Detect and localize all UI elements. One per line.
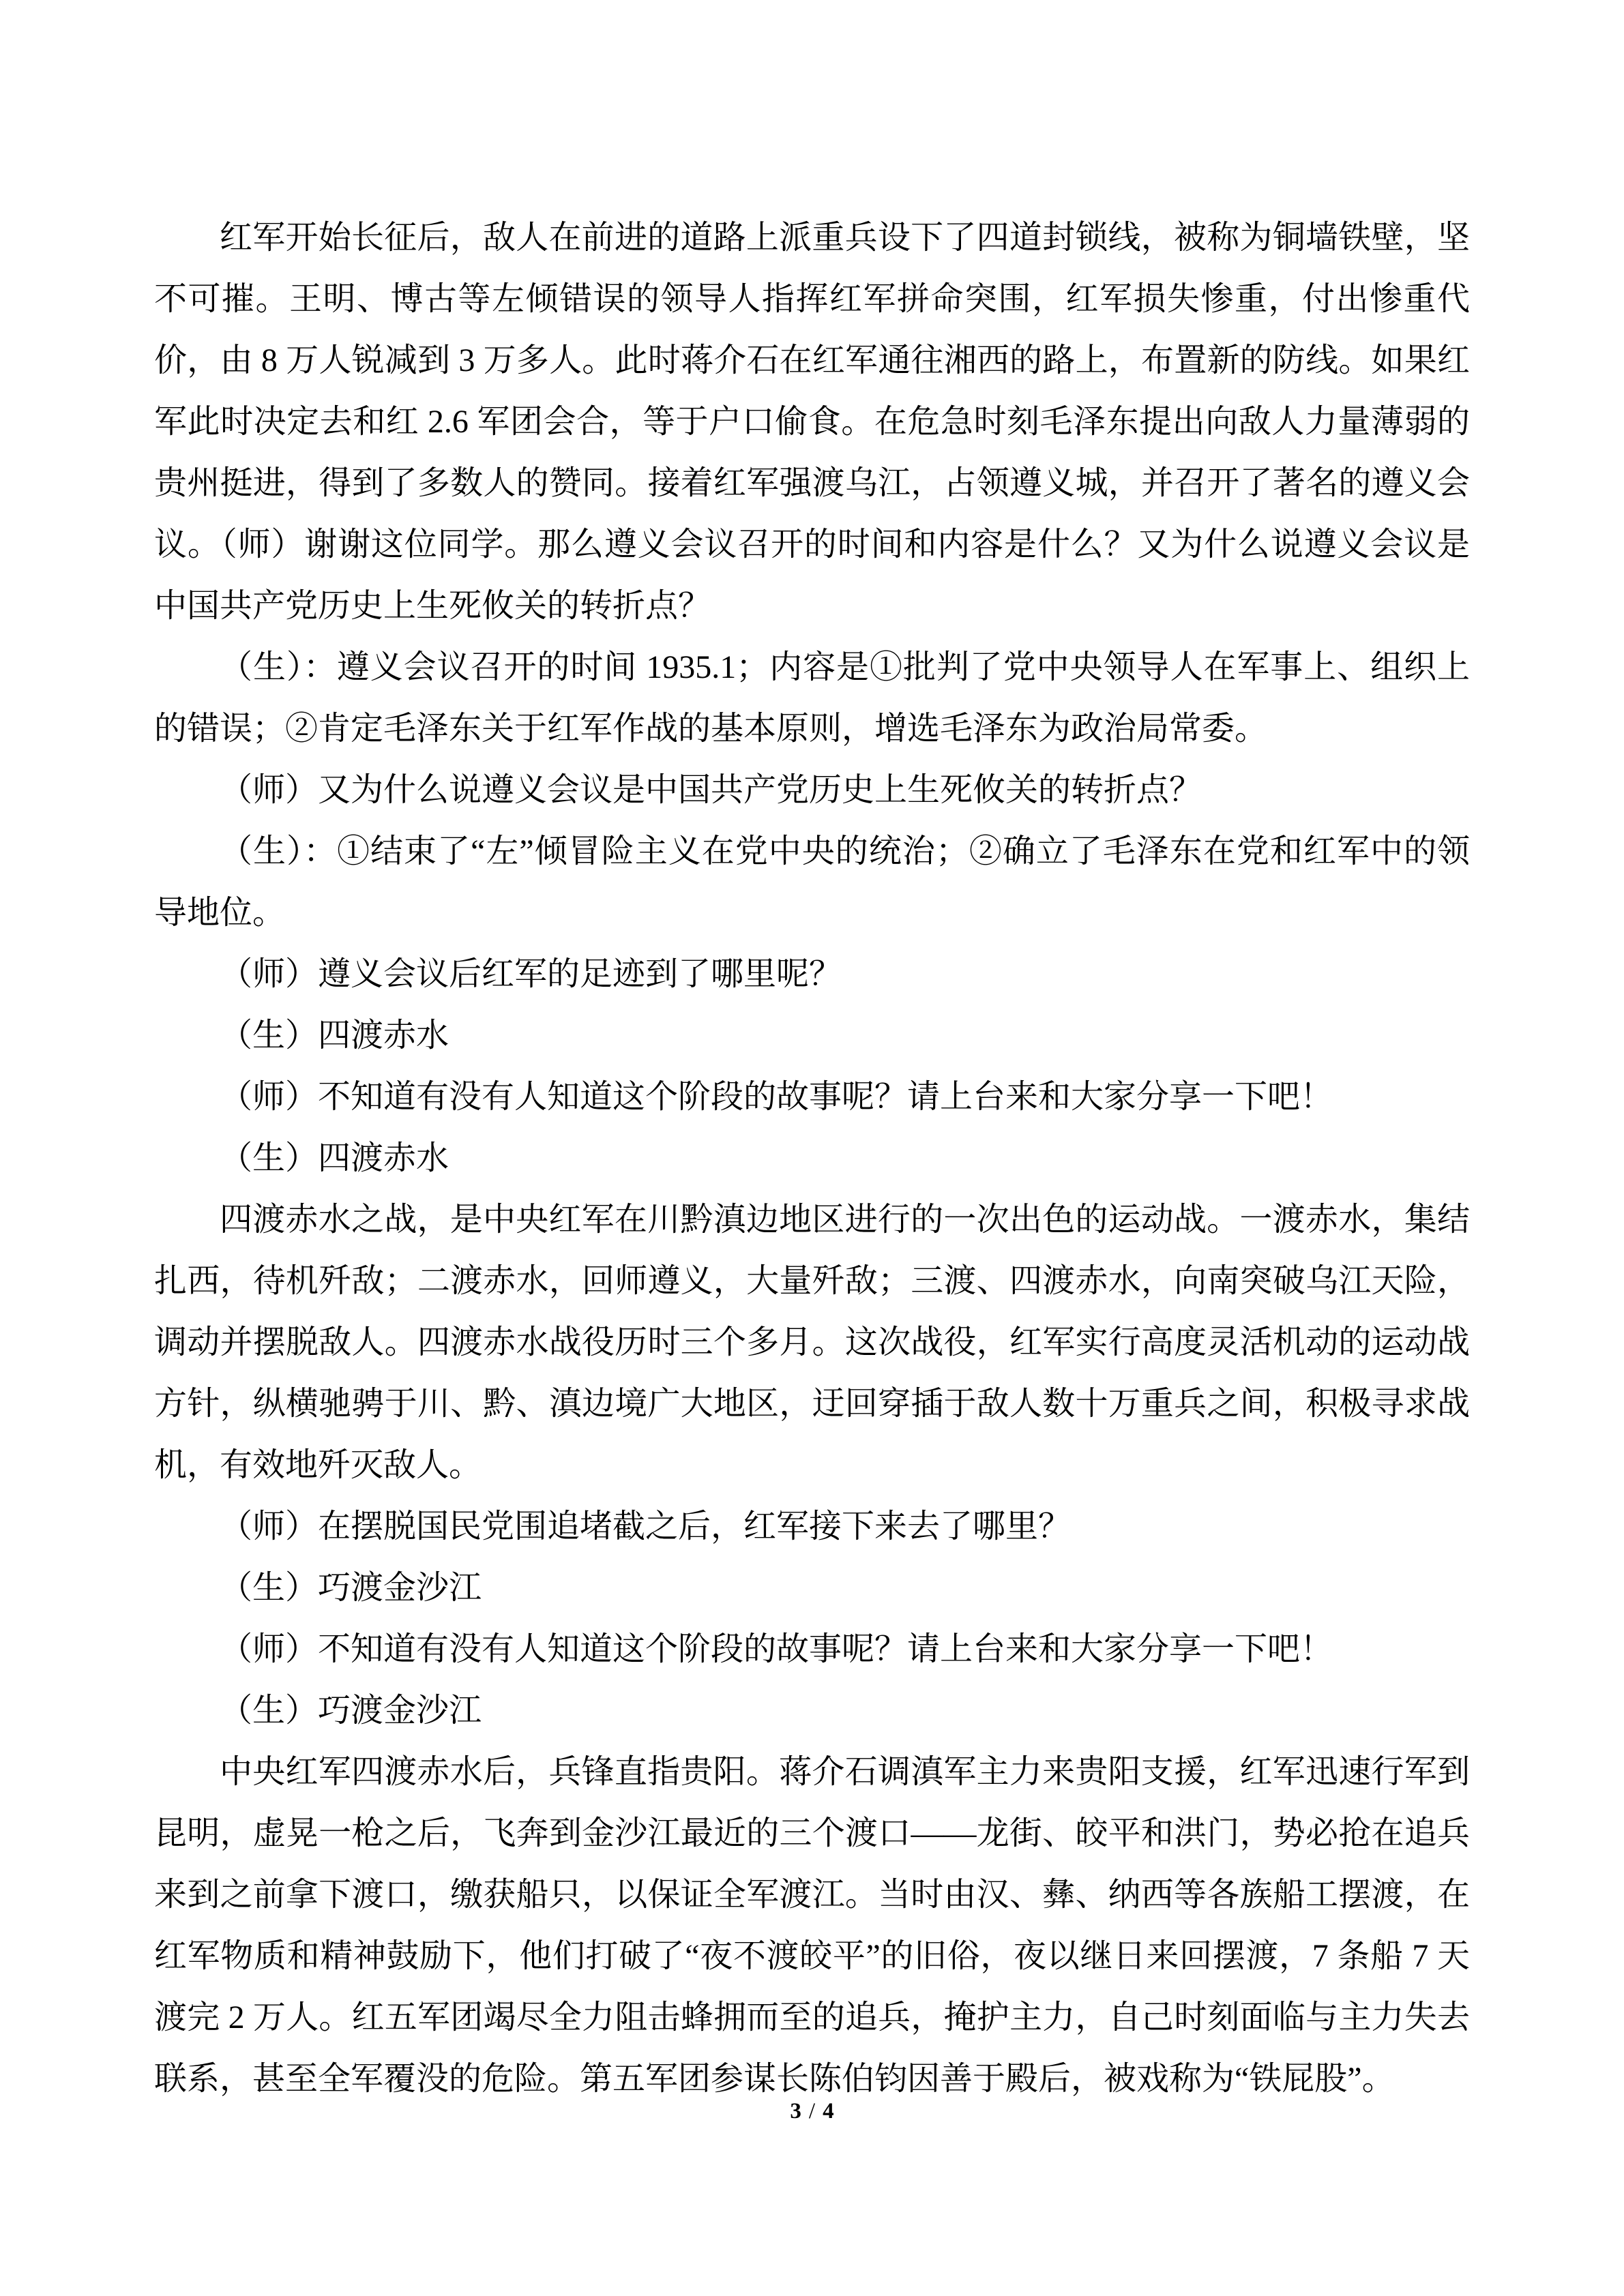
paragraph: （师）不知道有没有人知道这个阶段的故事呢？请上台来和大家分享一下吧！ <box>220 1631 1333 1667</box>
paragraph: 红军开始长征后，敌人在前进的道路上派重兵设下了四道封锁线，被称为铜墙铁壁，坚不可摧。王明、博古等左倾错误的领导人指挥红军拼命突围，红军损失惨重，付出惨重代价，由 8 万人锐减到 3 万多人。此时蒋介石在红军通往湘西的路上，布置新的防线。如果红军此时决定去和红 2.6 军团会合，等于户口偷食。在危急时刻毛泽东提出向敌人力量薄弱的贵州挺进，得到了多数人的赞同。接着红军强渡乌江，占领遵义城，并召开了著名的遵义会议。（师）谢谢这位同学。那么遵义会议召开的时间和内容是什么？又为什么说遵义会议是中国共产党历史上生死攸关的转折点？ <box>154 220 1470 624</box>
paragraph: （生）：①结束了“左”倾冒险主义在党中央的统治；②确立了毛泽东在党和红军中的领导地位。 <box>154 833 1470 931</box>
paragraph: （生）四渡赤水 <box>220 1017 449 1054</box>
paragraph: （生）：遵义会议召开的时间 1935.1；内容是①批判了党中央领导人在军事上、组织上的错误；②肯定毛泽东关于红军作战的基本原则，增选毛泽东为政治局常委。 <box>154 649 1470 747</box>
page-footer <box>0 2095 1624 2128</box>
page-number-total: 4 <box>823 2099 834 2123</box>
paragraph: （生）四渡赤水 <box>220 1140 449 1176</box>
page-number-current: 3 <box>790 2099 801 2123</box>
paragraph: （师）在摆脱国民党围追堵截之后，红军接下来去了哪里？ <box>220 1508 1072 1545</box>
paragraph: （师）又为什么说遵义会议是中国共产党历史上生死攸关的转折点？ <box>220 772 1202 808</box>
paragraph: （生）巧渡金沙江 <box>220 1693 482 1729</box>
paragraph: 四渡赤水之战，是中央红军在川黔滇边地区进行的一次出色的运动战。一渡赤水，集结扎西，待机歼敌；二渡赤水，回师遵义，大量歼敌；三渡、四渡赤水，向南突破乌江天险，调动并摆脱敌人。四渡赤水战役历时三个多月。这次战役，红军实行高度灵活机动的运动战方针，纵横驰骋于川、黔、滇边境广大地区，迂回穿插于敌人数十万重兵之间，积极寻求战机，有效地歼灭敌人。 <box>154 1202 1470 1483</box>
paragraph: 中央红军四渡赤水后，兵锋直指贵阳。蒋介石调滇军主力来贵阳支援，红军迅速行军到昆明，虚晃一枪之后，飞奔到金沙江最近的三个渡口——龙街、皎平和洪门，势必抢在追兵来到之前拿下渡口，缴获船只，以保证全军渡江。当时由汉、彝、纳西等各族船工摆渡，在红军物质和精神鼓励下，他们打破了“夜不渡皎平”的旧俗，夜以继日来回摆渡，7 条船 7 天渡完 2 万人。红五军团竭尽全力阻击蜂拥而至的追兵，掩护主力，自己时刻面临与主力失去联系，甚至全军覆没的危险。第五军团参谋长陈伯钧因善于殿后，被戏称为“铁屁股”。 <box>154 1754 1470 2097</box>
document-body <box>154 207 1470 2110</box>
page-number-separator: / <box>808 2099 816 2123</box>
paragraph: （师）遵义会议后红军的足迹到了哪里呢？ <box>220 956 842 992</box>
paragraph: （师）不知道有没有人知道这个阶段的故事呢？请上台来和大家分享一下吧！ <box>220 1079 1333 1115</box>
paragraph: （生）巧渡金沙江 <box>220 1570 482 1606</box>
